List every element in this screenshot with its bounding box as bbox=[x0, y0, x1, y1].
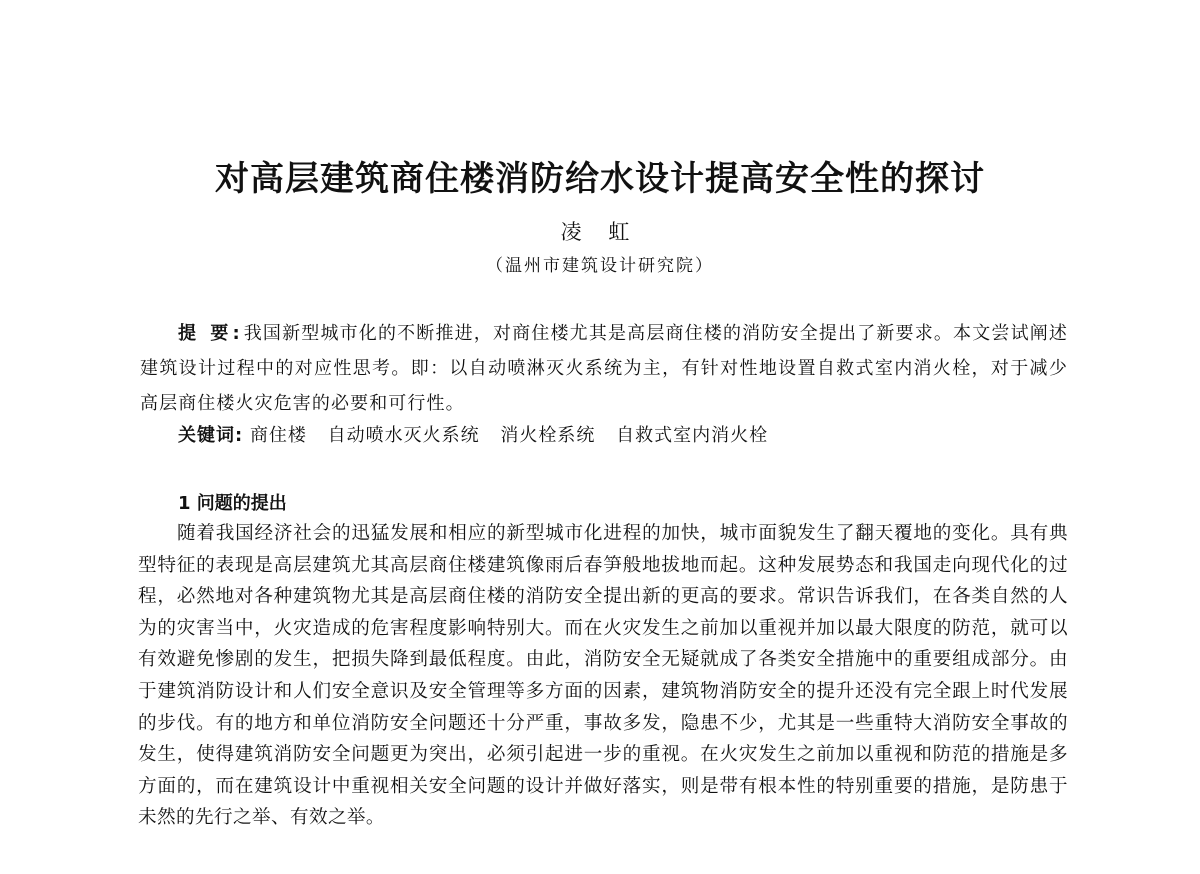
abstract-text: 我国新型城市化的不断推进，对商住楼尤其是高层商住楼的消防安全提出了新要求。本文尝试阐述建筑设计过程中的对应性思考。即：以自动喷淋灭火系统为主，有针对性地设置自救式室内消火栓，对于减少高层商住楼火灾危害的必要和可行性。 bbox=[140, 323, 1069, 414]
keyword-item: 自动喷水灭火系统 bbox=[327, 425, 480, 446]
abstract-label: 提 要: bbox=[178, 323, 244, 344]
keywords bbox=[178, 424, 782, 448]
keyword-item: 商住楼 bbox=[249, 425, 307, 446]
author-affiliation: （温州市建筑设计研究院） bbox=[486, 256, 714, 276]
section-body: 随着我国经济社会的迅猛发展和相应的新型城市化进程的加快，城市面貌发生了翻天覆地的变化。具有典型特征的表现是高层建筑尤其高层商住楼建筑像雨后春笋般地拔地而起。这种发展势态和我国走向现代化的过程，必然地对各种建筑物尤其是高层商住楼的消防安全提出新的更高的要求。常识告诉我们，在各类自然的人为的灾害当中，火灾造成的危害程度影响特别大。而在火灾发生之前加以重视并加以最大限度的防范，就可以有效避免惨剧的发生，把损失降到最低程度。由此，消防安全无疑就成了各类安全措施中的重要组成部分。由于建筑消防设计和人们安全意识及安全管理等多方面的因素，建筑物消防安全的提升还没有完全跟上时代发展的步伐。有的地方和单位消防安全问题还十分严重，事故多发，隐患不少，尤其是一些重特大消防安全事故的发生，使得建筑消防安全问题更为突出，必须引起进一步的重视。在火灾发生之前加以重视和防范的措施是多方面的，而在建筑设计中重视相关安全问题的设计并做好落实，则是带有根本性的特别重要的措施，是防患于未然的先行之举、有效之举。 bbox=[138, 523, 1068, 829]
keyword-item: 消火栓系统 bbox=[500, 425, 596, 446]
author-name: 凌 虹 bbox=[560, 220, 640, 244]
keyword-item: 自救式室内消火栓 bbox=[616, 425, 769, 446]
keywords-label: 关键词: bbox=[178, 425, 244, 446]
section-heading: 1 问题的提出 bbox=[178, 493, 287, 514]
paper-title: 对高层建筑商住楼消防给水设计提高安全性的探讨 bbox=[215, 159, 985, 199]
abstract bbox=[140, 316, 1068, 421]
